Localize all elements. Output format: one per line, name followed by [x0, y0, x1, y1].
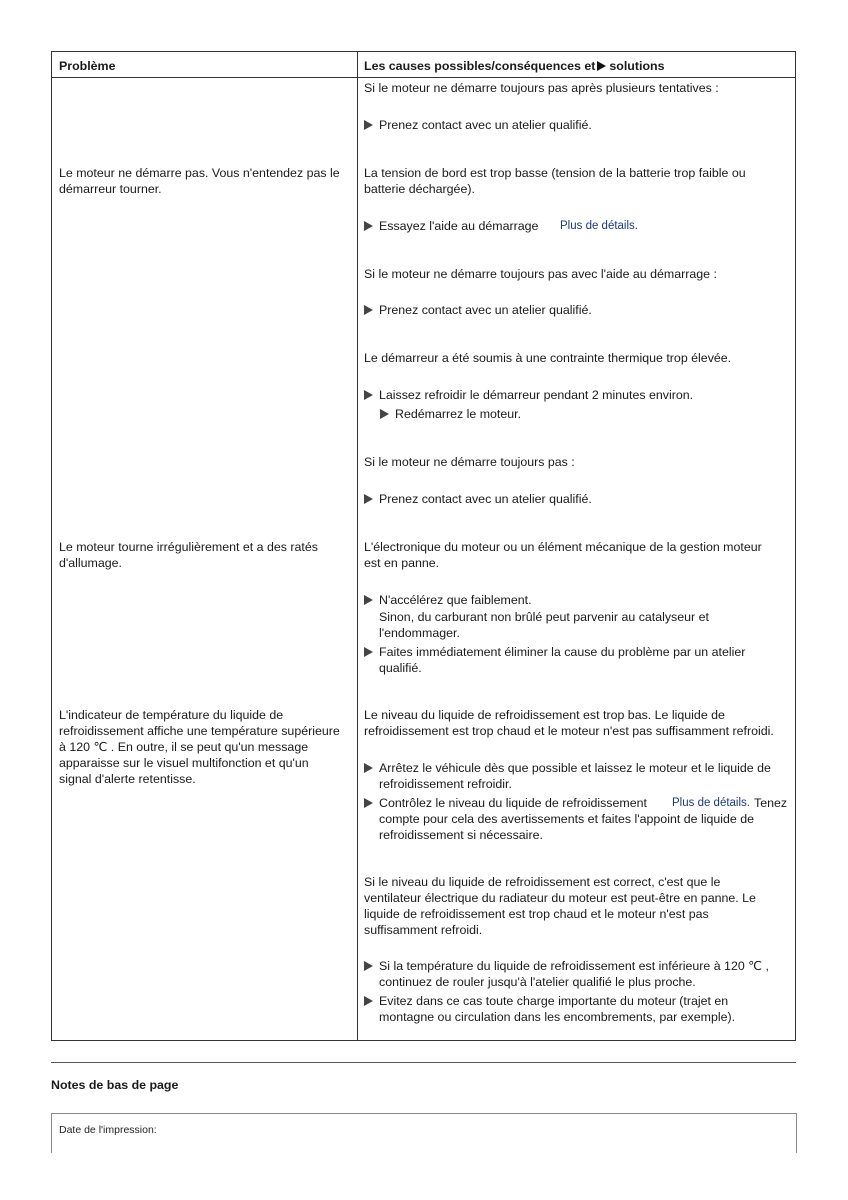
solution-item: Laissez refroidir le démarreur pendant 2 minutes environ.	[364, 387, 693, 403]
solution-item: Prenez contact avec un atelier qualifié.	[364, 491, 592, 507]
problem-text: L'indicateur de température du liquide de	[59, 708, 284, 722]
header-problem: Problème	[59, 59, 116, 73]
arrow-bullet-icon	[380, 409, 389, 419]
cause-text: Si le moteur ne démarre toujours pas :	[364, 455, 575, 469]
print-date-label: Date de l'impression:	[59, 1124, 157, 1136]
details-link[interactable]: Plus de détails.	[672, 797, 750, 809]
solution-item: Evitez dans ce cas toute charge importante du moteur (trajet en	[364, 993, 728, 1009]
arrow-bullet-icon	[364, 798, 373, 808]
cause-text: Si le niveau du liquide de refroidissement est correct, c'est que le	[364, 875, 721, 889]
header-causes	[364, 58, 664, 74]
solution-subitem: Redémarrez le moteur.	[380, 406, 521, 422]
print-date-box	[51, 1113, 797, 1153]
problem-text: Le moteur tourne irrégulièrement et a des ratés	[59, 540, 318, 554]
details-link[interactable]: Plus de détails.	[560, 220, 638, 232]
arrow-bullet-icon	[364, 763, 373, 773]
cause-text: ventilateur électrique du radiateur du moteur est peut-être en panne. Le	[364, 891, 756, 905]
solution-note: compte pour cela des avertissements et faites l'appoint de liquide de	[379, 812, 754, 826]
arrow-bullet-icon	[364, 305, 373, 315]
problem-text: démarreur tourner.	[59, 182, 162, 196]
solution-item: N'accélérez que faiblement.	[364, 592, 532, 608]
problem-text: signal d'alerte retentisse.	[59, 772, 196, 786]
solution-note: l'endommager.	[379, 626, 460, 640]
table-header	[52, 52, 795, 78]
solution-item: Prenez contact avec un atelier qualifié.	[364, 117, 592, 133]
cause-text: Si le moteur ne démarre toujours pas après plusieurs tentatives :	[364, 81, 719, 95]
footnotes-title: Notes de bas de page	[51, 1078, 179, 1092]
cause-text: L'électronique du moteur ou un élément mécanique de la gestion moteur	[364, 540, 762, 554]
solution-item: Faites immédiatement éliminer la cause du problème par un atelier	[364, 644, 745, 660]
solution-item: Si la température du liquide de refroidissement est inférieure à 120 ℃ ,	[364, 958, 769, 974]
solution-note: Tenez	[754, 796, 788, 810]
cause-text: La tension de bord est trop basse (tension de la batterie trop faible ou	[364, 166, 746, 180]
arrow-bullet-icon	[364, 221, 373, 231]
cause-text: Si le moteur ne démarre toujours pas avec l'aide au démarrage :	[364, 267, 717, 281]
arrow-bullet-icon	[364, 647, 373, 657]
cause-text: Le niveau du liquide de refroidissement est trop bas. Le liquide de	[364, 708, 725, 722]
solution-note: Sinon, du carburant non brûlé peut parvenir au catalyseur et	[379, 610, 709, 624]
solution-note: continuez de rouler jusqu'à l'atelier qualifié le plus proche.	[379, 975, 696, 989]
solution-note: qualifié.	[379, 661, 422, 675]
solution-item: Essayez l'aide au démarrage	[364, 218, 538, 234]
problem-text: apparaisse sur le visuel multifonction et qu'un	[59, 756, 309, 770]
arrow-bullet-icon	[364, 494, 373, 504]
arrow-bullet-icon	[364, 120, 373, 130]
cause-text: refroidissement est trop chaud et le moteur n'est pas suffisamment refroidi.	[364, 724, 774, 738]
solution-item: Contrôlez le niveau du liquide de refroidissement	[364, 795, 647, 811]
arrow-bullet-icon	[364, 595, 373, 605]
play-triangle-icon	[597, 61, 606, 71]
troubleshooting-table	[51, 51, 796, 1041]
cause-text: batterie déchargée).	[364, 182, 475, 196]
solution-note: refroidissement refroidir.	[379, 777, 512, 791]
cause-text: suffisamment refroidi.	[364, 923, 483, 937]
cause-text: est en panne.	[364, 556, 440, 570]
arrow-bullet-icon	[364, 996, 373, 1006]
header-solutions-label: solutions	[609, 59, 665, 73]
solution-note: refroidissement si nécessaire.	[379, 828, 543, 842]
column-divider	[357, 52, 358, 1040]
header-causes-label: Les causes possibles/conséquences et	[364, 59, 596, 73]
problem-text: Le moteur ne démarre pas. Vous n'entendez pas le	[59, 166, 340, 180]
arrow-bullet-icon	[364, 961, 373, 971]
cause-text: Le démarreur a été soumis à une contrainte thermique trop élevée.	[364, 351, 732, 365]
solution-note: montagne ou circulation dans les encombrements, par exemple).	[379, 1010, 736, 1024]
problem-text: à 120 ℃ . En outre, il se peut qu'un message	[59, 740, 309, 754]
footer-divider	[51, 1062, 796, 1063]
problem-text: d'allumage.	[59, 556, 122, 570]
arrow-bullet-icon	[364, 390, 373, 400]
cause-text: liquide de refroidissement est trop chaud et le moteur n'est pas	[364, 907, 709, 921]
solution-item: Arrêtez le véhicule dès que possible et laissez le moteur et le liquide de	[364, 760, 771, 776]
solution-item: Prenez contact avec un atelier qualifié.	[364, 302, 592, 318]
problem-text: refroidissement affiche une température supérieure	[59, 724, 340, 738]
